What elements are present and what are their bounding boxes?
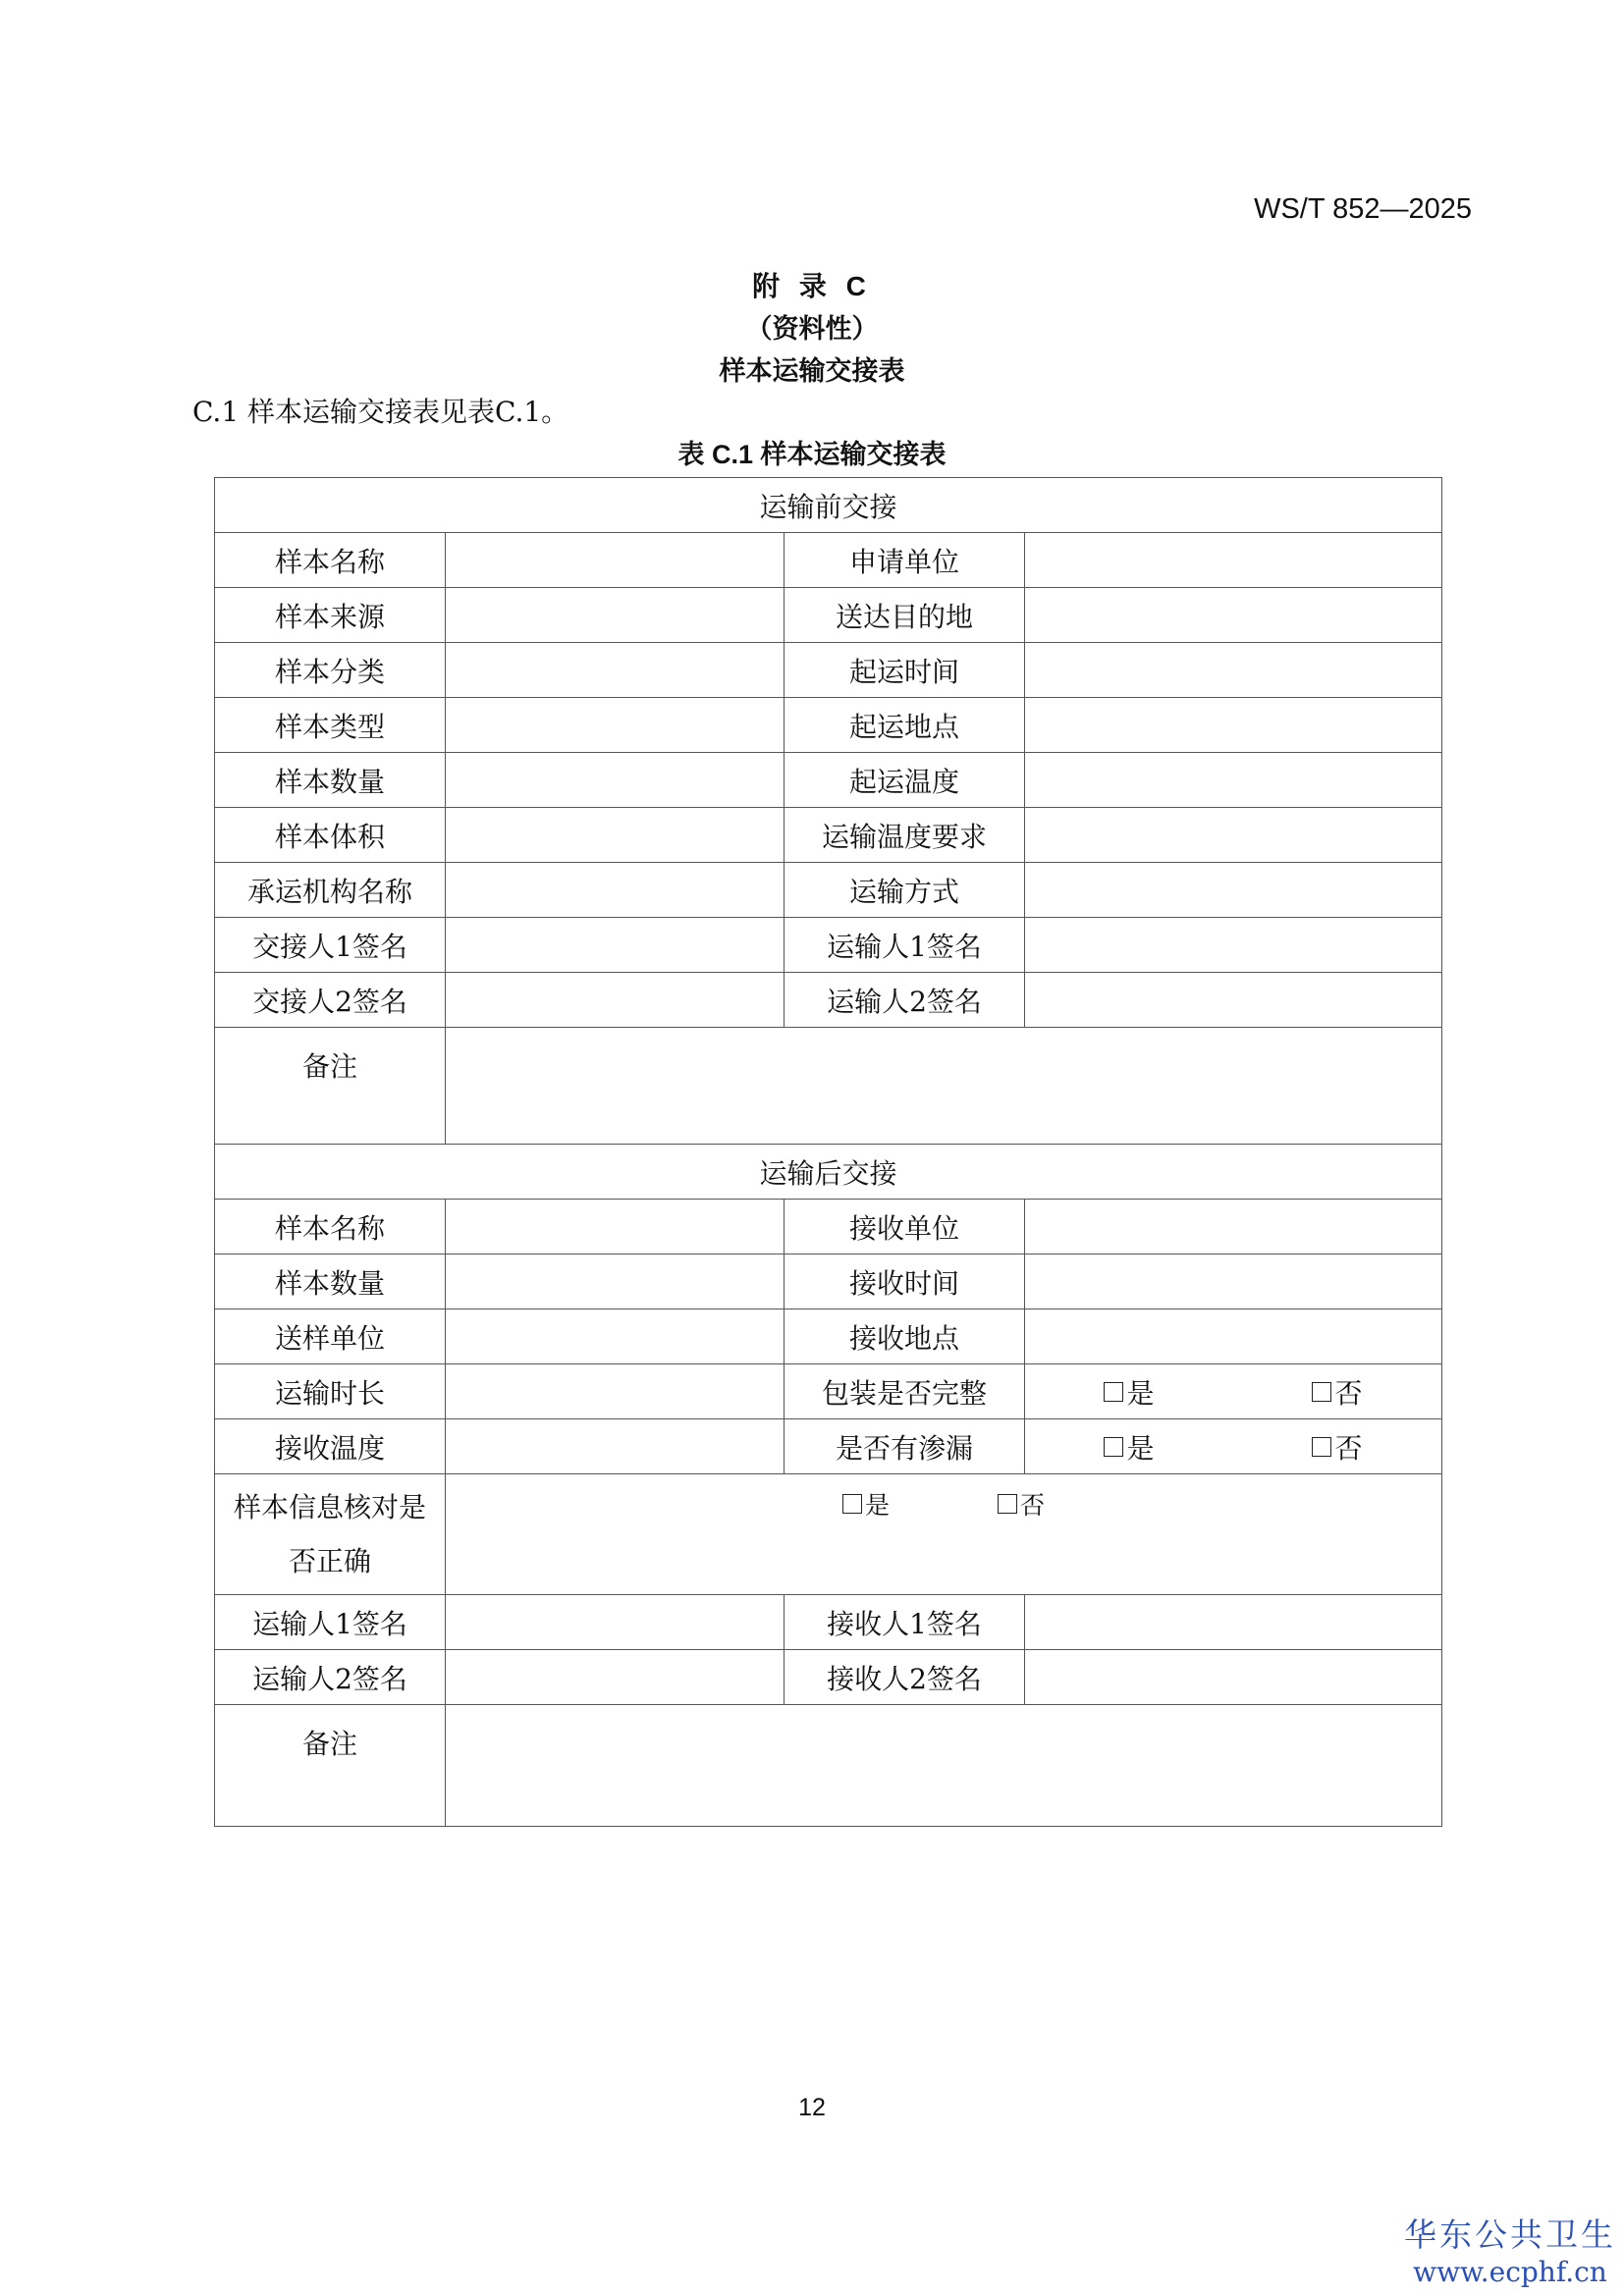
table-row <box>215 973 1442 1028</box>
field-label: 样本名称 <box>215 1200 446 1255</box>
field-value-cell[interactable] <box>446 973 785 1028</box>
field-label: 运输人1签名 <box>215 1595 446 1650</box>
appendix-title: 附 录 C <box>752 271 872 301</box>
watermark-url: www.ecphf.cn <box>1413 2256 1607 2288</box>
table-row <box>215 1255 1442 1309</box>
field-label: 样本类型 <box>215 698 446 753</box>
field-value-cell[interactable] <box>446 1650 785 1705</box>
field-value-cell[interactable] <box>446 918 785 973</box>
field-label: 起运时间 <box>785 643 1025 698</box>
field-value-cell[interactable] <box>446 698 785 753</box>
field-label: 申请单位 <box>785 533 1025 588</box>
yes-checkbox[interactable] <box>1104 1372 1154 1412</box>
field-label: 运输人1签名 <box>785 918 1025 973</box>
field-label: 接收温度 <box>215 1419 446 1474</box>
yes-label: 是 <box>1126 1376 1155 1410</box>
table-row <box>215 1419 1442 1474</box>
table-row <box>215 1650 1442 1705</box>
field-value-cell[interactable] <box>446 1255 785 1309</box>
table-row <box>215 1595 1442 1650</box>
field-value-cell[interactable] <box>446 808 785 863</box>
watermark-name: 华东公共卫生 <box>1404 2216 1616 2254</box>
no-checkbox[interactable] <box>1312 1372 1362 1412</box>
no-label: 否 <box>1020 1491 1046 1520</box>
field-label: 接收人2签名 <box>785 1650 1025 1705</box>
remark-value-cell[interactable] <box>446 1705 1442 1827</box>
field-value-cell[interactable] <box>446 753 785 808</box>
field-label: 接收地点 <box>785 1309 1025 1364</box>
checkbox-square-icon <box>1312 1382 1331 1402</box>
table-row <box>215 863 1442 918</box>
verify-yes-checkbox[interactable] <box>842 1486 890 1522</box>
verify-label-line2: 否正确 <box>288 1545 371 1577</box>
remark-value-cell[interactable] <box>446 1028 1442 1145</box>
field-value-cell[interactable] <box>446 1364 785 1419</box>
remark-label: 备注 <box>215 1028 446 1145</box>
remark-row <box>215 1028 1442 1145</box>
checkbox-square-icon <box>842 1494 862 1514</box>
field-value-cell[interactable] <box>1025 753 1442 808</box>
field-label: 运输方式 <box>785 863 1025 918</box>
remark-row <box>215 1705 1442 1827</box>
no-checkbox[interactable] <box>1312 1427 1362 1467</box>
field-value-cell[interactable] <box>446 1309 785 1364</box>
appendix-type: （资料性） <box>745 314 879 344</box>
field-value-cell[interactable] <box>1025 1650 1442 1705</box>
watermark <box>1404 2210 1616 2288</box>
table-row <box>215 1364 1442 1419</box>
clause-text: C.1 样本运输交接表见表C.1。 <box>192 396 569 428</box>
verify-label <box>215 1474 446 1595</box>
field-value-cell[interactable] <box>446 1419 785 1474</box>
field-value-cell[interactable] <box>1025 808 1442 863</box>
table-row <box>215 808 1442 863</box>
field-label: 样本分类 <box>215 643 446 698</box>
field-label: 运输人2签名 <box>215 1650 446 1705</box>
page-number: 12 <box>798 2094 826 2121</box>
checkbox-cell <box>1025 1364 1442 1419</box>
field-label: 运输人2签名 <box>785 973 1025 1028</box>
field-value-cell[interactable] <box>446 1200 785 1255</box>
checkbox-square-icon <box>1312 1437 1331 1457</box>
section-before-title: 运输前交接 <box>215 478 1442 533</box>
field-label: 送达目的地 <box>785 588 1025 643</box>
field-value-cell[interactable] <box>446 863 785 918</box>
document-code: WS/T 852—2025 <box>1254 193 1472 225</box>
field-value-cell[interactable] <box>1025 643 1442 698</box>
table-row <box>215 1200 1442 1255</box>
table-row <box>215 588 1442 643</box>
checkbox-square-icon <box>998 1494 1017 1514</box>
table-caption: 表 C.1 样本运输交接表 <box>677 440 947 469</box>
field-value-cell[interactable] <box>1025 973 1442 1028</box>
field-label: 包装是否完整 <box>785 1364 1025 1419</box>
field-value-cell[interactable] <box>1025 918 1442 973</box>
field-value-cell[interactable] <box>1025 1595 1442 1650</box>
field-label: 承运机构名称 <box>215 863 446 918</box>
field-value-cell[interactable] <box>1025 533 1442 588</box>
verify-no-checkbox[interactable] <box>998 1486 1045 1522</box>
yes-label: 是 <box>864 1491 890 1520</box>
table-row <box>215 753 1442 808</box>
field-label: 起运地点 <box>785 698 1025 753</box>
field-label: 样本来源 <box>215 588 446 643</box>
yes-checkbox[interactable] <box>1104 1427 1154 1467</box>
verify-checkbox-cell <box>446 1474 1442 1595</box>
field-label: 接收单位 <box>785 1200 1025 1255</box>
checkbox-cell <box>1025 1419 1442 1474</box>
table-row <box>215 698 1442 753</box>
field-label: 送样单位 <box>215 1309 446 1364</box>
field-label: 样本体积 <box>215 808 446 863</box>
verify-label-line1: 样本信息核对是 <box>233 1491 426 1523</box>
field-label: 交接人2签名 <box>215 973 446 1028</box>
field-label: 交接人1签名 <box>215 918 446 973</box>
field-label: 样本数量 <box>215 753 446 808</box>
section-after-title: 运输后交接 <box>215 1145 1442 1200</box>
section-header-row <box>215 1145 1442 1200</box>
table-row <box>215 1309 1442 1364</box>
field-value-cell[interactable] <box>1025 1309 1442 1364</box>
field-label: 接收时间 <box>785 1255 1025 1309</box>
checkbox-square-icon <box>1104 1382 1123 1402</box>
appendix-name: 样本运输交接表 <box>719 356 905 386</box>
field-value-cell[interactable] <box>446 588 785 643</box>
field-label: 接收人1签名 <box>785 1595 1025 1650</box>
field-value-cell[interactable] <box>1025 1255 1442 1309</box>
no-label: 否 <box>1334 1431 1363 1465</box>
verify-row <box>215 1474 1442 1595</box>
checkbox-square-icon <box>1104 1437 1123 1457</box>
table-row <box>215 643 1442 698</box>
field-label: 起运温度 <box>785 753 1025 808</box>
field-label: 运输时长 <box>215 1364 446 1419</box>
field-value-cell[interactable] <box>446 1595 785 1650</box>
remark-label: 备注 <box>215 1705 446 1827</box>
field-value-cell[interactable] <box>1025 863 1442 918</box>
field-value-cell[interactable] <box>446 533 785 588</box>
field-value-cell[interactable] <box>1025 588 1442 643</box>
table-row <box>215 533 1442 588</box>
section-header-row <box>215 478 1442 533</box>
field-label: 是否有渗漏 <box>785 1419 1025 1474</box>
field-value-cell[interactable] <box>446 643 785 698</box>
field-label: 样本数量 <box>215 1255 446 1309</box>
yes-label: 是 <box>1126 1431 1155 1465</box>
field-label: 样本名称 <box>215 533 446 588</box>
field-value-cell[interactable] <box>1025 1200 1442 1255</box>
field-label: 运输温度要求 <box>785 808 1025 863</box>
handover-table <box>214 477 1442 1827</box>
table-row <box>215 918 1442 973</box>
no-label: 否 <box>1334 1376 1363 1410</box>
field-value-cell[interactable] <box>1025 698 1442 753</box>
